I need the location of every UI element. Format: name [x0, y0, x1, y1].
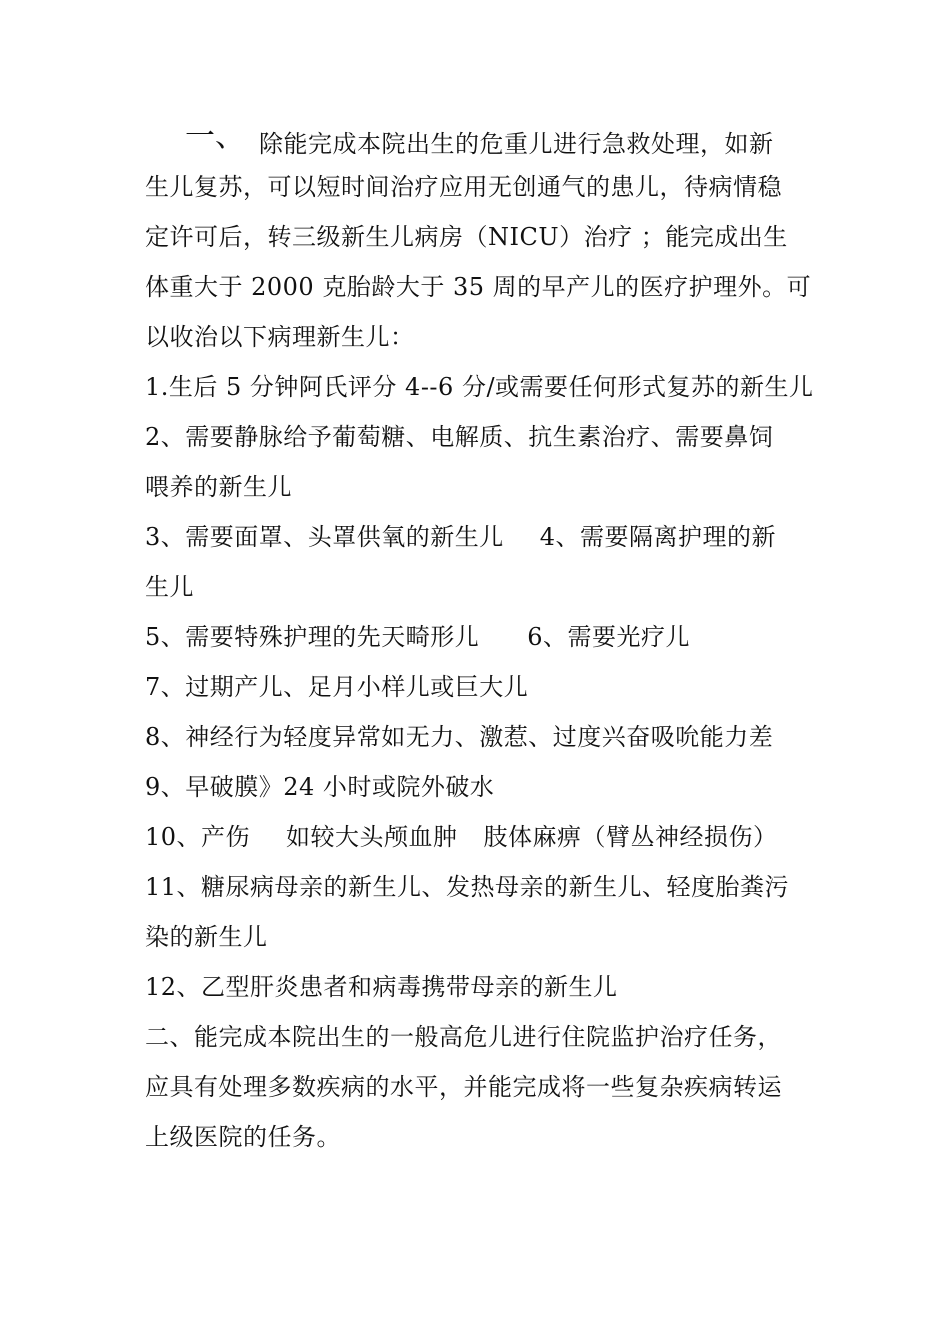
list-item-3-4 [145, 512, 825, 562]
list-item-1: 1.生后 5 分钟阿氏评分 4--6 分/或需要任何形式复苏的新生儿 [145, 373, 814, 401]
list-item-3: 3、需要面罩、头罩供氧的新生儿 [145, 523, 504, 551]
list-item-7: 7、过期产儿、足月小样儿或巨大儿 [145, 673, 529, 701]
section2-line: 应具有处理多数疾病的水平，并能完成将一些复杂疾病转运 [145, 1073, 782, 1101]
list-item-2-cont: 喂养的新生儿 [145, 473, 292, 501]
list-item-9: 9、早破膜》24 小时或院外破水 [145, 773, 495, 801]
section2-line: 二、能完成本院出生的一般高危儿进行住院监护治疗任务， [145, 1023, 782, 1051]
section1-intro-line: 生儿复苏，可以短时间治疗应用无创通气的患儿，待病情稳 [145, 173, 782, 201]
list-item-10 [145, 812, 825, 862]
list-item-8: 8、神经行为轻度异常如无力、激惹、过度兴奋吸吮能力差 [145, 723, 774, 751]
section1-intro-line [145, 112, 825, 162]
list-item-4: 4、需要隔离护理的新 [539, 523, 777, 551]
list-item-11: 11、糖尿病母亲的新生儿、发热母亲的新生儿、轻度胎粪污 [145, 873, 790, 901]
list-item-12: 12、乙型肝炎患者和病毒携带母亲的新生儿 [145, 973, 618, 1001]
section1-intro-line: 体重大于 2000 克胎龄大于 35 周的早产儿的医疗护理外。可 [145, 273, 812, 301]
section2-line: 上级医院的任务。 [145, 1123, 341, 1151]
document-body [145, 112, 825, 1162]
list-item-10-detail-1: 如较大头颅血肿 [286, 823, 458, 851]
section1-marker: 一、 [185, 119, 245, 154]
list-item-10-detail-2: 肢体麻痹（臂丛神经损伤） [483, 823, 778, 851]
section1-intro-text: 除能完成本院出生的危重儿进行急救处理，如新 [259, 130, 774, 158]
list-item-6: 6、需要光疗儿 [527, 623, 691, 651]
list-item-4-cont: 生儿 [145, 573, 194, 601]
list-item-11-cont: 染的新生儿 [145, 923, 268, 951]
list-item-5: 5、需要特殊护理的先天畸形儿 [145, 623, 480, 651]
section1-intro-line: 定许可后，转三级新生儿病房（NICU）治疗 ；能完成出生 [145, 223, 788, 251]
list-item-2: 2、需要静脉给予葡萄糖、电解质、抗生素治疗、需要鼻饲 [145, 423, 774, 451]
list-item-5-6 [145, 612, 825, 662]
list-item-10-label: 10、产伤 [145, 823, 251, 851]
section1-intro-line: 以收治以下病理新生儿： [145, 323, 415, 351]
